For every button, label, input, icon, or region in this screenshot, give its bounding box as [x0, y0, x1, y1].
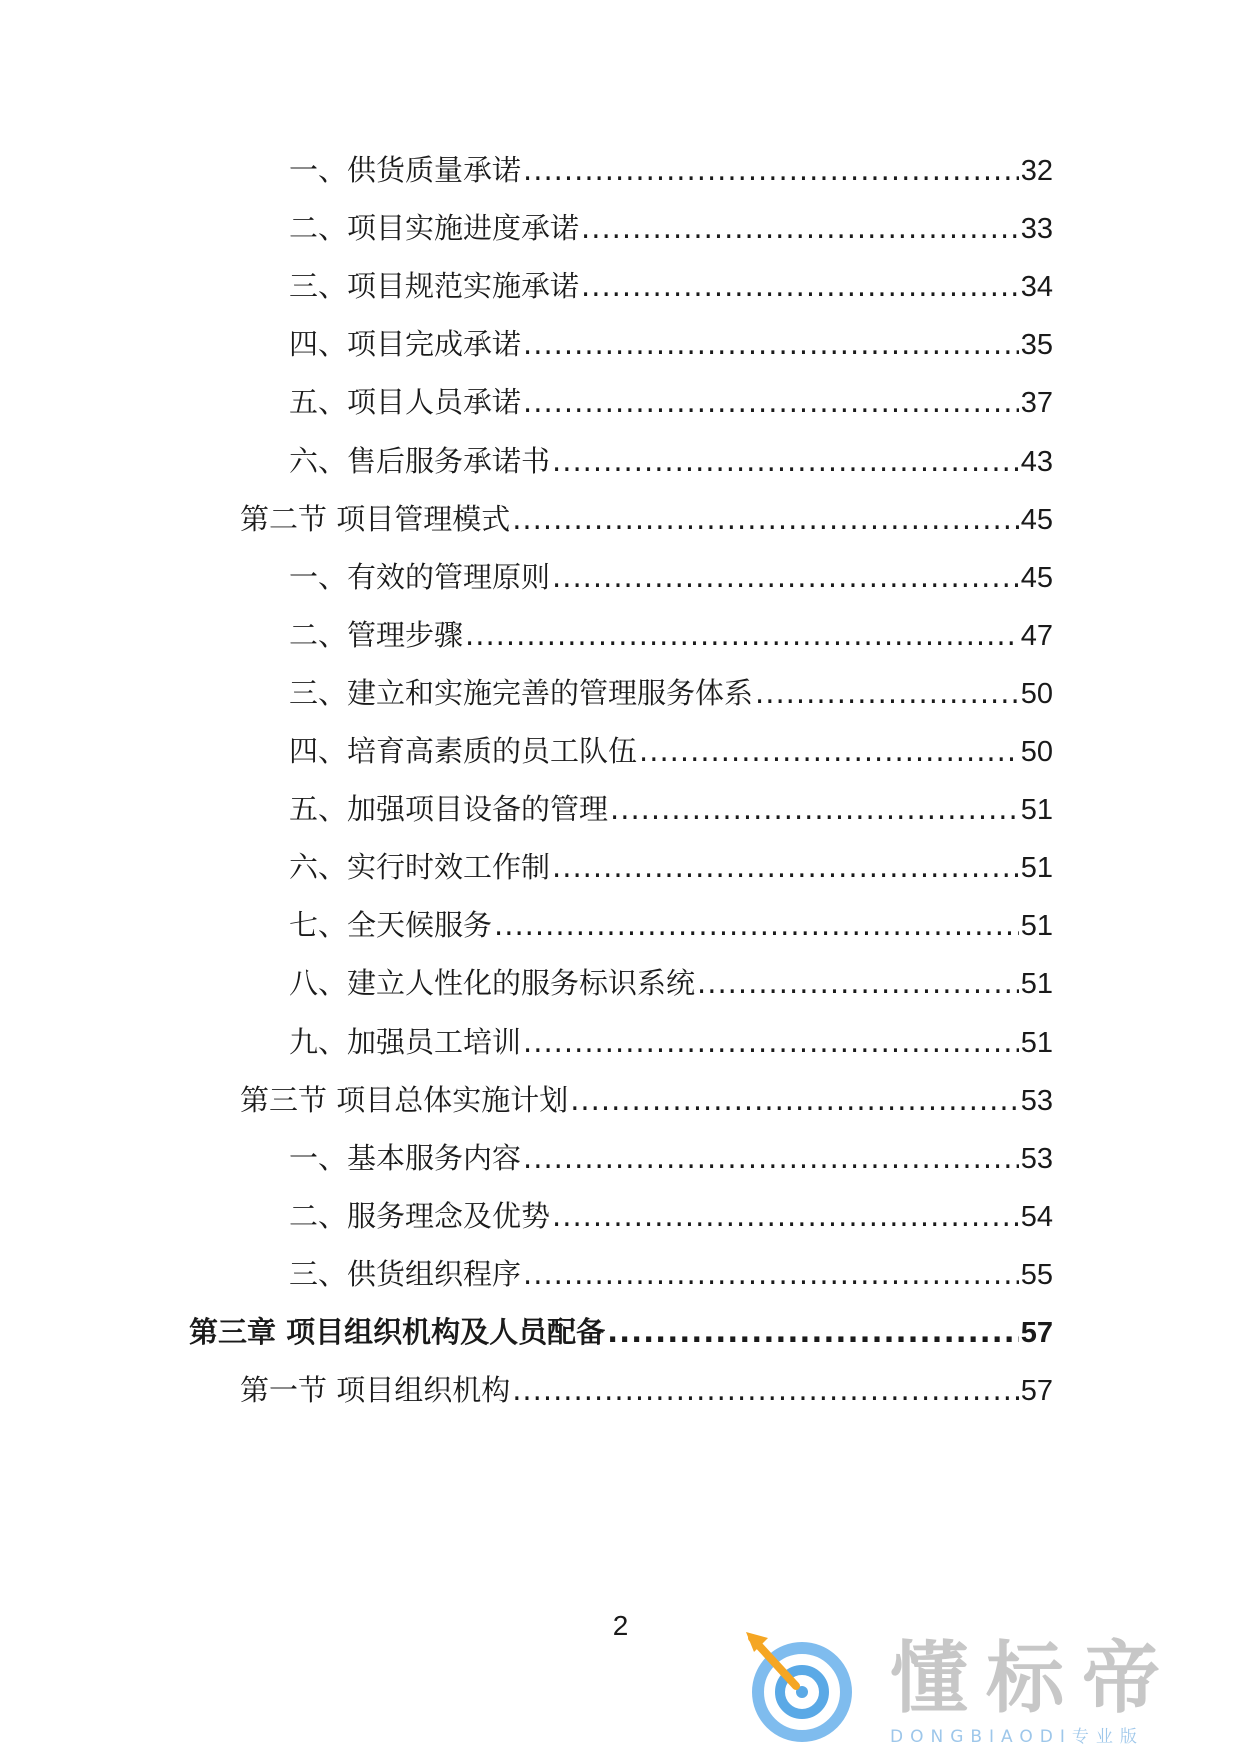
toc-entry-title: 一、供货质量承诺 [289, 153, 522, 187]
toc-entry-page: 53 [1020, 1085, 1053, 1117]
toc-entry-page: 51 [1020, 852, 1053, 884]
toc-entry[interactable] [289, 1022, 1053, 1062]
toc-entry-page: 50 [1020, 678, 1053, 710]
toc-entry-title: 六、实行时效工作制 [289, 850, 551, 884]
toc-entry-page: 45 [1020, 562, 1053, 594]
dot-leader [639, 731, 1019, 771]
dot-leader [552, 847, 1019, 887]
toc-entry-title: 五、项目人员承诺 [289, 385, 522, 419]
dot-leader [581, 208, 1019, 248]
dot-leader [552, 557, 1019, 597]
toc-entry[interactable] [240, 1370, 1053, 1410]
toc-entry-page: 51 [1020, 968, 1053, 1000]
toc-entry-title: 二、服务理念及优势 [289, 1199, 551, 1233]
toc-entry-page: 51 [1020, 1027, 1053, 1059]
toc-entry[interactable] [289, 847, 1053, 887]
dot-leader [697, 963, 1019, 1003]
toc-entry-page: 51 [1020, 910, 1053, 942]
dot-leader [465, 615, 1019, 655]
toc-entry[interactable] [289, 382, 1053, 422]
toc-entry[interactable] [289, 789, 1053, 829]
dot-leader [512, 1370, 1019, 1410]
toc-entry-page: 34 [1020, 271, 1053, 303]
toc-entry-page: 47 [1020, 620, 1053, 652]
toc-entry-title: 第二节 项目管理模式 [240, 502, 511, 536]
watermark [740, 1630, 1240, 1754]
watermark-brand-subtitle: DONGBIAODI专业版 [890, 1727, 1144, 1747]
toc-entry[interactable] [289, 963, 1053, 1003]
toc-entry-title: 四、项目完成承诺 [289, 327, 522, 361]
toc-entry-page: 54 [1020, 1201, 1053, 1233]
toc-entry[interactable] [289, 1138, 1053, 1178]
dot-leader [523, 1254, 1019, 1294]
toc-entry-page: 50 [1020, 736, 1053, 768]
toc-entry[interactable] [289, 208, 1053, 248]
dot-leader [494, 905, 1019, 945]
toc-entry-title: 三、供货组织程序 [289, 1257, 522, 1291]
watermark-brand-name: 懂标帝 [890, 1634, 1179, 1724]
toc-entry-title: 五、加强项目设备的管理 [289, 792, 609, 826]
toc-entry-page: 32 [1020, 155, 1053, 187]
toc-entry-page: 37 [1020, 387, 1053, 419]
toc-entry-title: 一、有效的管理原则 [289, 560, 551, 594]
toc-entry-title: 六、售后服务承诺书 [289, 444, 551, 478]
toc-entry[interactable] [289, 615, 1053, 655]
toc-entry-title: 九、加强员工培训 [289, 1025, 522, 1059]
toc-entry-page: 57 [1020, 1375, 1053, 1407]
dot-leader [581, 266, 1019, 306]
dot-leader [755, 673, 1019, 713]
toc-entry-page: 55 [1020, 1259, 1053, 1291]
dot-leader [523, 1138, 1019, 1178]
dot-leader [512, 499, 1019, 539]
page-number: 2 [612, 1610, 629, 1641]
toc-entry[interactable] [289, 1196, 1053, 1236]
dot-leader [607, 1312, 1019, 1352]
dot-leader [523, 382, 1019, 422]
dot-leader [570, 1080, 1019, 1120]
toc-entry-title: 七、全天候服务 [289, 908, 493, 942]
toc-entry-title: 第三节 项目总体实施计划 [240, 1083, 569, 1117]
toc-entry[interactable] [289, 324, 1053, 364]
toc-entry[interactable] [289, 441, 1053, 481]
toc-entry-title: 第一节 项目组织机构 [240, 1373, 511, 1407]
dot-leader [523, 150, 1019, 190]
toc-entry-title: 四、培育高素质的员工队伍 [289, 734, 638, 768]
toc-entry-page: 33 [1020, 213, 1053, 245]
toc-entry-page: 43 [1020, 446, 1053, 478]
toc-entry[interactable] [289, 731, 1053, 771]
toc-entry-page: 35 [1020, 329, 1053, 361]
toc-entry[interactable] [289, 673, 1053, 713]
dot-leader [610, 789, 1019, 829]
toc-entry[interactable] [289, 1254, 1053, 1294]
dot-leader [523, 1022, 1019, 1062]
toc-entry[interactable] [240, 499, 1053, 539]
toc-entry[interactable] [240, 1080, 1053, 1120]
dot-leader [552, 441, 1019, 481]
toc-entry-page: 57 [1020, 1317, 1053, 1349]
target-arrow-icon [744, 1630, 856, 1742]
toc-entry-title: 三、建立和实施完善的管理服务体系 [289, 676, 754, 710]
toc-entry[interactable] [289, 150, 1053, 190]
dot-leader [523, 324, 1019, 364]
toc-entry[interactable] [289, 557, 1053, 597]
toc-entry-page: 51 [1020, 794, 1053, 826]
toc-entry[interactable] [189, 1312, 1053, 1352]
toc-entry[interactable] [289, 905, 1053, 945]
toc-entry-title: 二、管理步骤 [289, 618, 464, 652]
toc-entry-title: 一、基本服务内容 [289, 1141, 522, 1175]
toc-entry[interactable] [289, 266, 1053, 306]
toc-entry-title: 三、项目规范实施承诺 [289, 269, 580, 303]
toc-entry-title: 第三章 项目组织机构及人员配备 [189, 1315, 606, 1349]
toc-entry-page: 53 [1020, 1143, 1053, 1175]
toc-entry-page: 45 [1020, 504, 1053, 536]
dot-leader [552, 1196, 1019, 1236]
toc-entry-title: 二、项目实施进度承诺 [289, 211, 580, 245]
toc-entry-title: 八、建立人性化的服务标识系统 [289, 966, 696, 1000]
